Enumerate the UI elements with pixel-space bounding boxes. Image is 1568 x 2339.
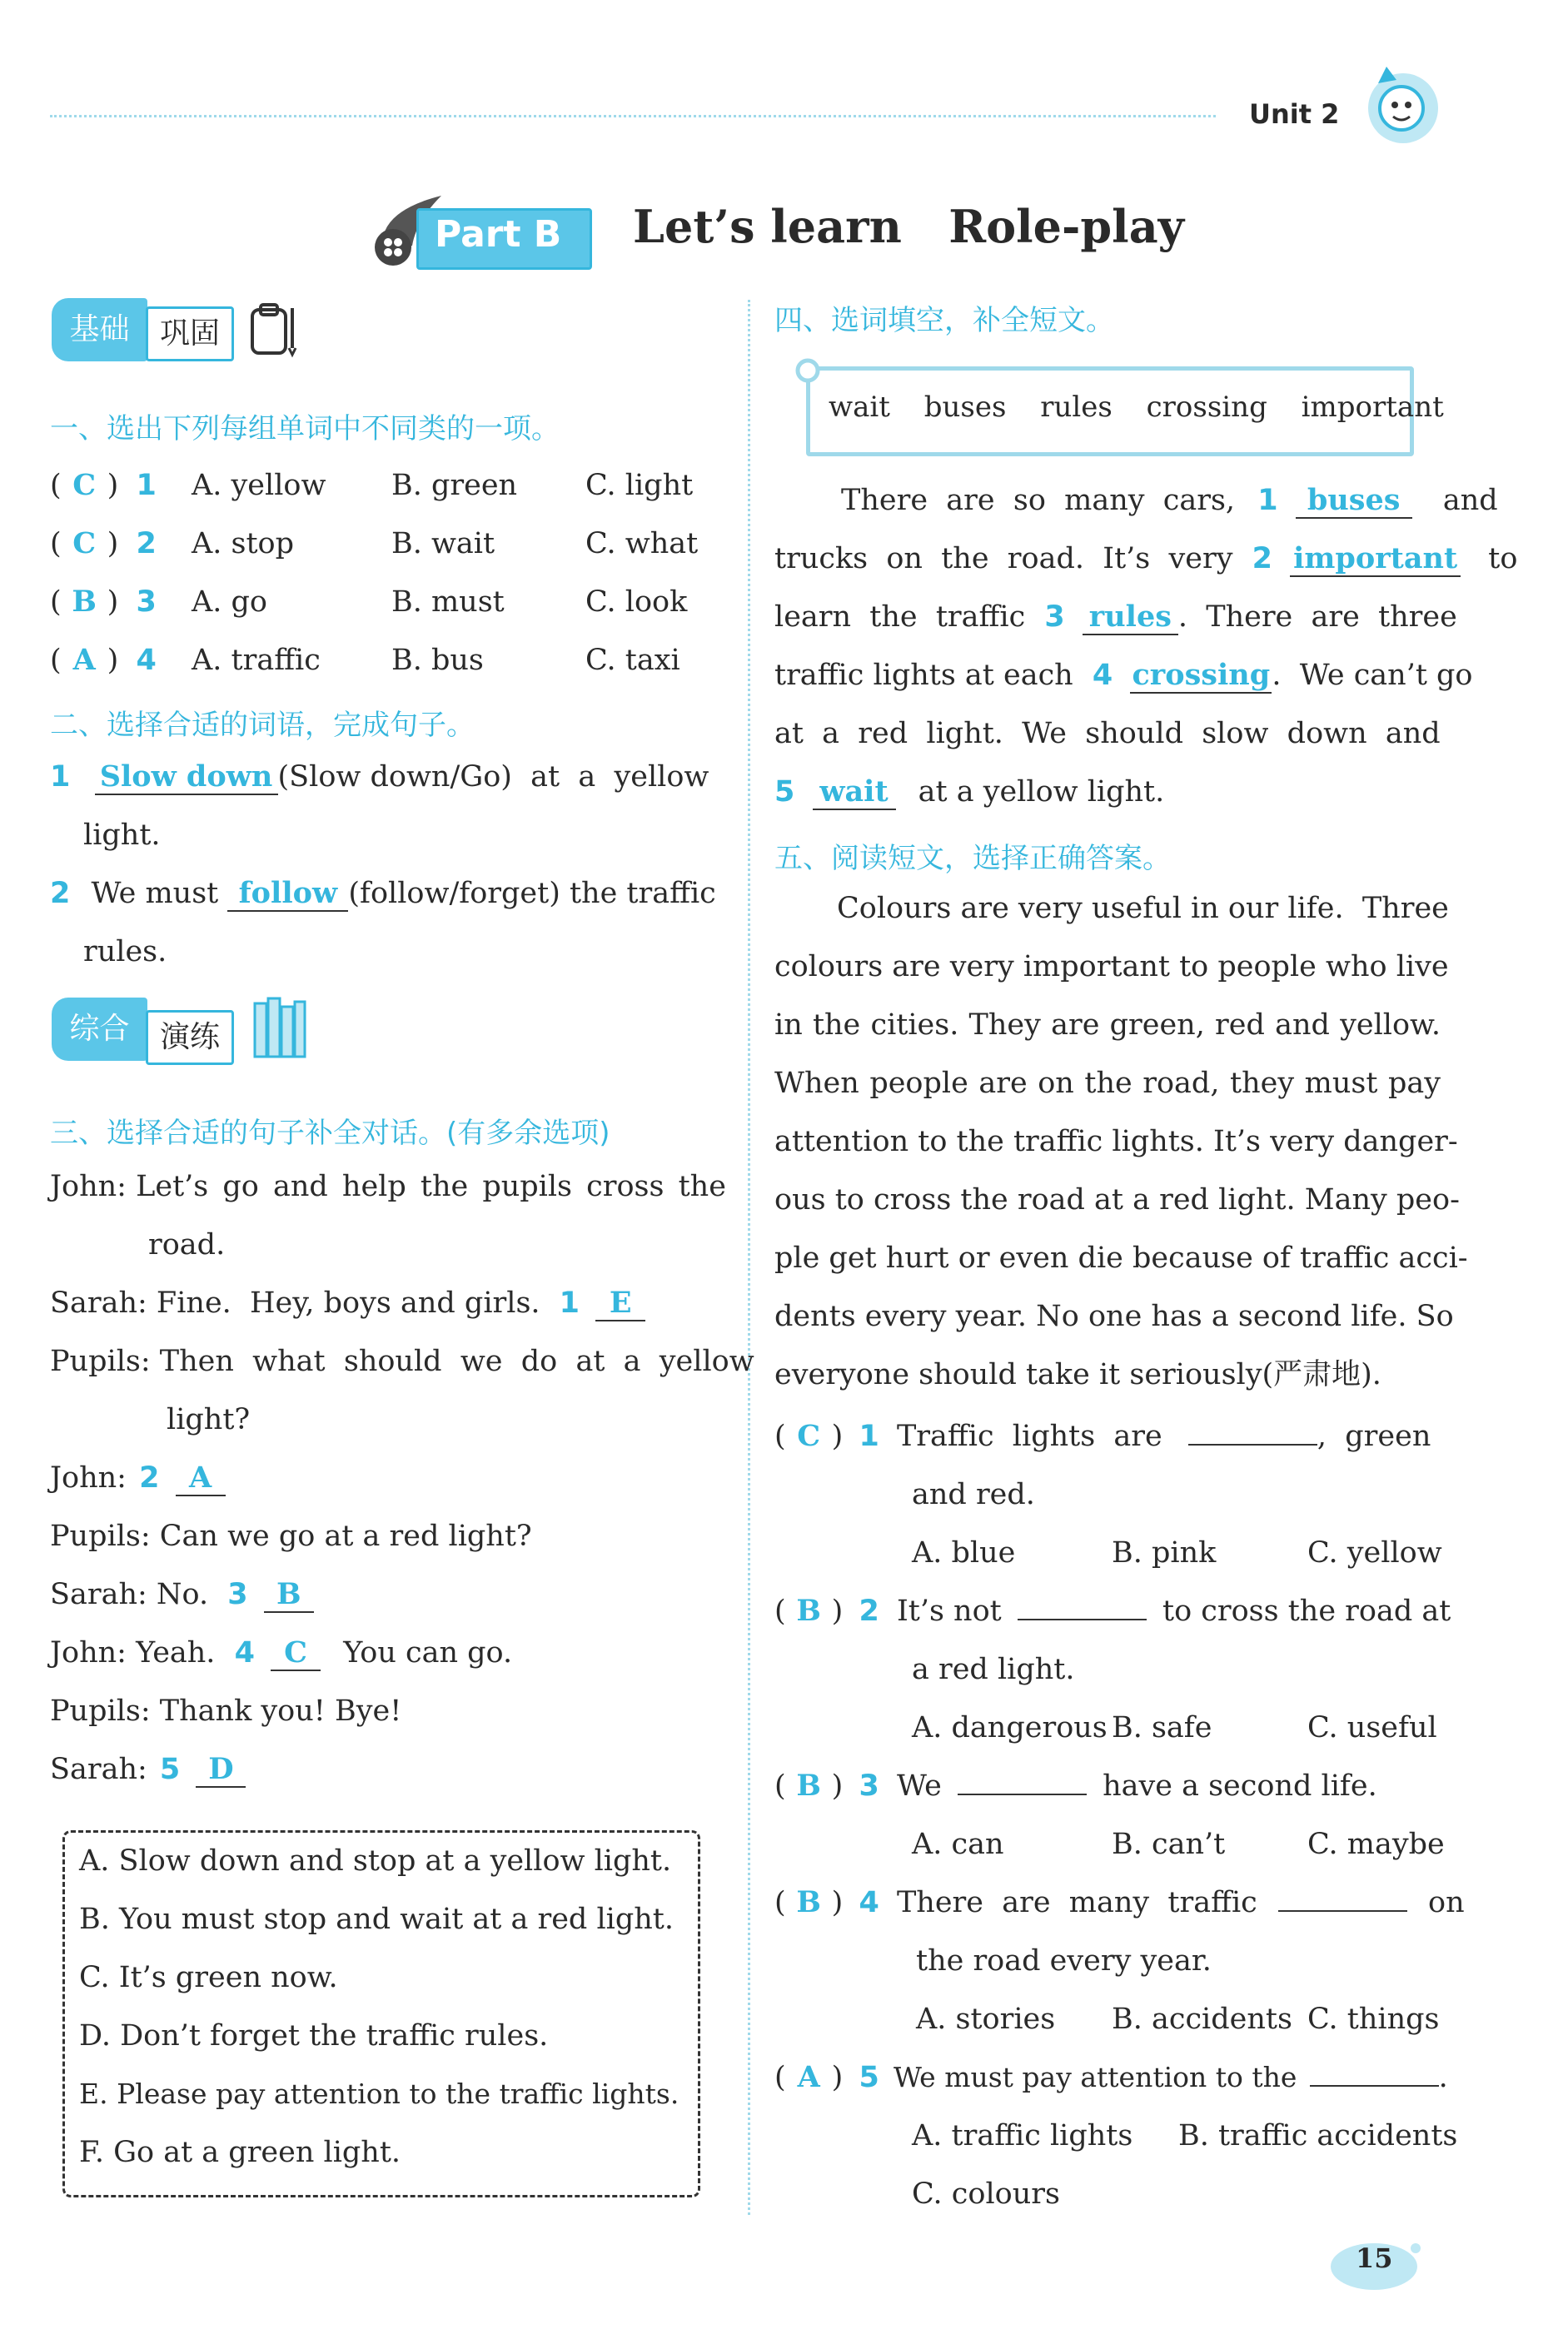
sec5-q1: ( C ) 1 Traffic lights are , green [774, 1419, 1431, 1453]
dialog-line-8: Pupils: Thank you! Bye! [50, 1695, 402, 1728]
sec5-q2-b: B. safe [1112, 1711, 1212, 1744]
passage-line-6: ous to cross the road at a red light. Many peo- [774, 1183, 1460, 1217]
sec1-item-4-c: C. taxi [585, 644, 680, 677]
sec4-line-5: at a red light. We should slow down and [774, 717, 1441, 750]
books-icon [250, 995, 308, 1062]
sec5-q4-cont: the road every year. [916, 1944, 1212, 1978]
passage-line-9: everyone should take it seriously(严肃地). [774, 1358, 1381, 1391]
dialog-line-2: Sarah: Fine. Hey, boys and girls. 1 E [50, 1274, 645, 1332]
sec5-q2-blank [1018, 1619, 1147, 1620]
sec5-q1-blank [1188, 1444, 1317, 1446]
sec5-q3-b: B. can’t [1112, 1828, 1226, 1861]
sec2-q2: 2 We must follow (follow/forget) the traffic [50, 876, 716, 910]
passage-line-4: When people are on the road, they must pay [774, 1067, 1441, 1100]
sec5-q1-c: C. yellow [1307, 1536, 1442, 1570]
sec4-line-2: trucks on the road. It’s very 2 important to [774, 541, 1518, 575]
page-title: Let’s learn Role-play [633, 200, 1185, 253]
dialog-line-1: John: Let’s go and help the pupils cross the [50, 1170, 726, 1203]
sec5-q2-a: A. dangerous [912, 1711, 1108, 1744]
sec2-q2-answer: follow [227, 877, 348, 912]
sec5-q4-blank [1278, 1910, 1407, 1912]
sec1-item-2-b: B. wait [391, 527, 495, 560]
word-bank-item: important [1301, 391, 1444, 424]
sec5-q5-blank [1310, 2085, 1439, 2087]
clip-icon [791, 354, 824, 387]
dialog-line-6: Sarah: No. 3 B [50, 1565, 314, 1624]
sec1-item-3-a: A. go [192, 585, 268, 619]
sec2-q2-cont: rules. [83, 935, 167, 968]
dialog-line-4: John: 2 A [50, 1449, 226, 1507]
word-bank-item: rules [1040, 391, 1113, 424]
dialog-line-9: Sarah: 5 D [50, 1740, 246, 1799]
sec1-item-4-b: B. bus [391, 644, 484, 677]
section-3-heading: 三、选择合适的句子补全对话。(有多余选项) [50, 1117, 610, 1150]
section-5-heading: 五、阅读短文，选择正确答案。 [774, 842, 1171, 875]
dialog-answer-3: B [264, 1578, 314, 1613]
sec5-q5-a: A. traffic lights [912, 2119, 1133, 2152]
sec1-item-4-a: A. traffic [192, 644, 321, 677]
badge-comp-left: 综合 [52, 998, 147, 1061]
badge-comp-right: 演练 [146, 1010, 234, 1065]
section-4-heading: 四、选词填空，补全短文。 [774, 304, 1114, 337]
sec5-q1-cont: and red. [912, 1478, 1035, 1511]
sec2-q1-answer: Slow down [95, 760, 278, 795]
passage-line-7: ple get hurt or even die because of traffic acci- [774, 1242, 1468, 1275]
dialog-answer-4: C [271, 1636, 321, 1671]
sec4-line-6: 5 wait at a yellow light. [774, 774, 1165, 809]
sec5-q4-a: A. stories [916, 2003, 1056, 2036]
passage-line-2: colours are very important to people who live [774, 950, 1449, 983]
sec5-q3-c: C. maybe [1307, 1828, 1445, 1861]
passage-line-1: Colours are very useful in our life. Three [837, 892, 1449, 925]
sec5-q1-a: A. blue [912, 1536, 1016, 1570]
sec1-item-3: ( B ) 3 [50, 585, 157, 619]
sec5-q2-cont: a red light. [912, 1653, 1075, 1686]
mascot-icon [1353, 50, 1453, 158]
option-c: C. It’s green now. [79, 1961, 338, 1994]
sec4-answer-2: important [1290, 542, 1461, 577]
sec5-q5-c: C. colours [912, 2177, 1060, 2211]
option-e: E. Please pay attention to the traffic lights. [79, 2078, 679, 2110]
header-rule [50, 115, 1216, 117]
sec1-item-1-a: A. yellow [192, 469, 326, 502]
sec1-item-1-b: B. green [391, 469, 518, 502]
sec5-q1-b: B. pink [1112, 1536, 1217, 1570]
sec5-q3-blank [958, 1794, 1087, 1795]
badge-basic-left: 基础 [52, 298, 147, 361]
sec5-q4-b: B. accidents [1112, 2003, 1292, 2036]
dialog-answer-1: E [595, 1286, 645, 1321]
dialog-line-5: Pupils: Can we go at a red light? [50, 1520, 532, 1553]
badge-basic-right: 巩固 [146, 306, 234, 361]
passage-line-3: in the cities. They are green, red and yellow. [774, 1008, 1441, 1042]
sec2-q1-cont: light. [83, 819, 161, 852]
sec4-line-1: There are so many cars, 1 buses and [841, 483, 1498, 517]
part-badge: Part B [435, 213, 562, 256]
sec5-q4-c: C. things [1307, 2003, 1440, 2036]
sec1-item-3-b: B. must [391, 585, 505, 619]
unit-label: Unit 2 [1249, 98, 1340, 130]
sec1-item-2-c: C. what [585, 527, 699, 560]
sec5-q4: ( B ) 4 There are many traffic on [774, 1885, 1465, 1919]
dialog-line-3: Pupils: Then what should we do at a yellow [50, 1345, 754, 1378]
sec5-q2-c: C. useful [1307, 1711, 1437, 1744]
sec4-answer-3: rules [1083, 600, 1178, 635]
dialog-answer-5: D [196, 1753, 246, 1788]
sec2-q1: 1 Slow down (Slow down/Go) at a yellow [50, 759, 709, 794]
option-a: A. Slow down and stop at a yellow light. [79, 1844, 672, 1878]
sec1-item-4: ( A ) 4 [50, 643, 157, 677]
sec4-line-4: traffic lights at each 4 crossing. We can’t go [774, 658, 1473, 692]
sec4-answer-5: wait [813, 775, 896, 810]
sec1-item-2: ( C ) 2 [50, 526, 157, 560]
dialog-line-1-cont: road. [148, 1228, 226, 1262]
clipboard-icon [246, 300, 304, 358]
word-bank-item: crossing [1146, 391, 1267, 424]
sec4-answer-4: crossing [1130, 659, 1272, 694]
sec5-q5: ( A ) 5 We must pay attention to the . [774, 2060, 1448, 2094]
sec1-item-1: ( C ) 1 [50, 468, 157, 502]
sec4-answer-1: buses [1296, 484, 1412, 519]
dialog-line-7: John: Yeah. 4 C You can go. [50, 1635, 513, 1670]
sec5-q3-a: A. can [912, 1828, 1004, 1861]
sec4-line-3: learn the traffic 3 rules . There are three [774, 600, 1457, 634]
sec1-item-1-c: C. light [585, 469, 694, 502]
option-f: F. Go at a green light. [79, 2136, 401, 2169]
sec5-q3: ( B ) 3 We have a second life. [774, 1769, 1377, 1803]
option-d: D. Don’t forget the traffic rules. [79, 2019, 549, 2053]
passage-line-8: dents every year. No one has a second life. So [774, 1300, 1454, 1333]
column-divider [748, 300, 750, 2215]
section-1-heading: 一、选出下列每组单词中不同类的一项。 [50, 412, 560, 445]
passage-line-5: attention to the traffic lights. It’s very danger- [774, 1125, 1458, 1158]
sec5-q2: ( B ) 2 It’s not to cross the road at [774, 1594, 1451, 1628]
word-bank-item: wait [829, 391, 890, 424]
dialog-answer-2: A [176, 1461, 226, 1496]
page-number: 15 [1356, 2242, 1393, 2274]
word-bank [829, 378, 1444, 436]
sec1-item-2-a: A. stop [192, 527, 295, 560]
option-b: B. You must stop and wait at a red light. [79, 1903, 674, 1936]
sec5-q5-b: B. traffic accidents [1178, 2119, 1458, 2152]
sec1-item-3-c: C. look [585, 585, 688, 619]
word-bank-item: buses [923, 391, 1007, 424]
section-2-heading: 二、选择合适的词语，完成句子。 [50, 709, 475, 742]
dialog-line-3-cont: light? [167, 1403, 251, 1436]
